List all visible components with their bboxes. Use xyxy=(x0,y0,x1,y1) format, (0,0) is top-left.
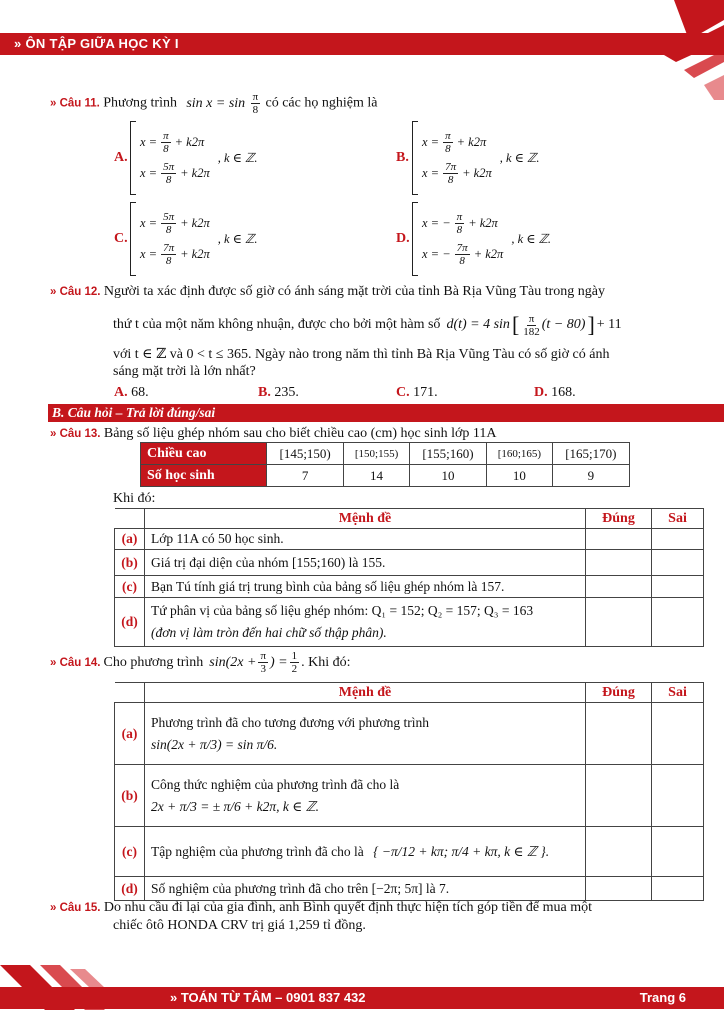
statement-label: (b) xyxy=(115,765,145,827)
true-cell[interactable] xyxy=(586,550,652,576)
q12-option-b[interactable]: B. 235. xyxy=(258,385,299,400)
group-cell: [160;165) xyxy=(487,443,553,465)
true-cell[interactable] xyxy=(586,598,652,647)
footer-contact: » TOÁN TỪ TÂM – 0901 837 432 xyxy=(170,990,366,1005)
true-cell[interactable] xyxy=(586,576,652,598)
q12-option-d[interactable]: D. 168. xyxy=(534,385,576,400)
statement-label: (c) xyxy=(115,827,145,877)
false-cell[interactable] xyxy=(652,576,704,598)
khi-do: Khi đó: xyxy=(113,491,156,506)
q12-option-c[interactable]: C. 171. xyxy=(396,385,438,400)
stem-end: có các họ nghiệm là xyxy=(265,95,378,111)
count-cell: 14 xyxy=(344,465,410,487)
col-header-true: Đúng xyxy=(586,683,652,703)
question-label: » Câu 13. xyxy=(50,428,101,440)
question-12 xyxy=(50,283,605,300)
statement-label: (d) xyxy=(115,877,145,901)
statement-label: (d) xyxy=(115,598,145,647)
question-line-1: Người ta xác định được số giờ có ánh sáng mặt trời của tỉnh Bà Rịa Vũng Tàu trong ngày xyxy=(103,284,605,299)
false-cell[interactable] xyxy=(652,550,704,576)
group-cell: [165;170) xyxy=(552,443,629,465)
true-cell[interactable] xyxy=(586,529,652,550)
count-cell: 10 xyxy=(487,465,553,487)
col-header-statement: Mệnh đề xyxy=(145,509,586,529)
statement-text: Bạn Tú tính giá trị trung bình của bảng số liệu ghép nhóm là 157. xyxy=(145,576,586,598)
row-header-count: Số học sinh xyxy=(141,465,267,487)
statement-label: (a) xyxy=(115,703,145,765)
option-d-label[interactable]: D. xyxy=(396,231,410,246)
question-13 xyxy=(50,425,496,442)
col-header-true: Đúng xyxy=(586,509,652,529)
question-label: » Câu 12. xyxy=(50,286,101,298)
true-cell[interactable] xyxy=(586,703,652,765)
statement-label: (b) xyxy=(115,550,145,576)
statement-text: Số nghiệm của phương trình đã cho trên [−2π; 5π] là 7. xyxy=(145,877,586,901)
section-b-title: B. Câu hỏi – Trả lời đúng/sai xyxy=(52,405,216,420)
false-cell[interactable] xyxy=(652,877,704,901)
question-stem: Cho phương trình xyxy=(103,654,204,670)
statement-a: Phương trình đã cho tương đương với phương trình sin(2x + π/3) = sin π/6. xyxy=(145,703,586,765)
true-cell[interactable] xyxy=(586,877,652,901)
false-cell[interactable] xyxy=(652,827,704,877)
page-header-title: » ÔN TẬP GIỮA HỌC KỲ I xyxy=(14,36,179,51)
group-cell: [150;155) xyxy=(344,443,410,465)
page-number: Trang 6 xyxy=(639,990,686,1005)
option-a-system: x = $\frac{\pi}{8}$ + k2π x = $\frac{5\pi}{8}$ + k2π , k ∈ ℤ. xyxy=(130,121,257,195)
q13-true-false-table xyxy=(114,508,704,647)
true-cell[interactable] xyxy=(586,827,652,877)
count-cell: 7 xyxy=(267,465,344,487)
question-label: » Câu 14. xyxy=(50,656,101,669)
question-12-line-2: thứ t của một năm không nhuận, được cho bởi một hàm số d(t) = 4 sin [ $\frac{\pi}{182}$ (t − 80) ] + 11 xyxy=(113,312,622,338)
formula-fraction: $\frac{\pi}{182}$ xyxy=(523,312,540,338)
q12-option-a[interactable]: A. 68. xyxy=(114,385,149,400)
frequency-table xyxy=(140,442,630,487)
false-cell[interactable] xyxy=(652,529,704,550)
option-b-system: x = $\frac{\pi}{8}$ + k2π x = $\frac{7\pi}{8}$ + k2π , k ∈ ℤ. xyxy=(412,121,539,195)
statement-label: (a) xyxy=(115,529,145,550)
row-header-height: Chiều cao xyxy=(141,443,267,465)
false-cell[interactable] xyxy=(652,598,704,647)
col-header-statement: Mệnh đề xyxy=(145,683,586,703)
group-cell: [145;150) xyxy=(267,443,344,465)
statement-text: Giá trị đại diện của nhóm [155;160) là 155. xyxy=(145,550,586,576)
q14-true-false-table xyxy=(114,682,704,901)
question-14: » Câu 14. Cho phương trình sin(2x + $\frac{\pi}{3}$ ) = $\frac{1}{2}$ . Khi đó: xyxy=(50,650,351,675)
question-15 xyxy=(50,899,592,916)
option-b-label[interactable]: B. xyxy=(396,150,409,165)
false-cell[interactable] xyxy=(652,765,704,827)
option-d-system: x = − $\frac{\pi}{8}$ + k2π x = − $\frac{7\pi}{8}$ + k2π , k ∈ ℤ. xyxy=(412,202,551,276)
question-label: » Câu 15. xyxy=(50,902,101,914)
option-a-label[interactable]: A. xyxy=(114,150,128,165)
question-12-line-3: với t ∈ ℤ và 0 < t ≤ 365. Ngày nào trong năm thì tỉnh Bà Rịa Vũng Tàu có số giờ có ánh xyxy=(113,347,610,362)
count-cell: 10 xyxy=(409,465,486,487)
statement-label: (c) xyxy=(115,576,145,598)
question-11 xyxy=(50,91,377,116)
question-label: » Câu 11. xyxy=(50,97,100,110)
question-12-line-4: sáng mặt trời là lớn nhất? xyxy=(113,364,256,379)
stem-fraction: $\frac{\pi}{8}$ xyxy=(252,91,259,116)
question-stem: Bảng số liệu ghép nhóm sau cho biết chiều cao (cm) học sinh lớp 11A xyxy=(103,426,497,441)
true-cell[interactable] xyxy=(586,765,652,827)
statement-text: Lớp 11A có 50 học sinh. xyxy=(145,529,586,550)
question-stem: Phương trình xyxy=(103,95,177,111)
question-15-line-2: chiếc ôtô HONDA CRV trị giá 1,259 tỉ đồng. xyxy=(113,918,366,933)
statement-c: Tập nghiệm của phương trình đã cho là { −π/12 + kπ; π/4 + kπ, k ∈ ℤ }. xyxy=(145,827,586,877)
statement-d: Tứ phân vị của bảng số liệu ghép nhóm: Q₁ = 152; Q₂ = 157; Q₃ = 163 (đơn vị làm tròn đến hai chữ số thập phân). xyxy=(145,598,586,647)
option-c-label[interactable]: C. xyxy=(114,231,128,246)
stem-math: sin x = sin xyxy=(186,95,246,111)
statement-b: Công thức nghiệm của phương trình đã cho là 2x + π/3 = ± π/6 + k2π, k ∈ ℤ. xyxy=(145,765,586,827)
question-line-1: Do nhu cầu đi lại của gia đình, anh Bình quyết định thực hiện tích góp tiền để mua một xyxy=(103,900,593,915)
count-cell: 9 xyxy=(552,465,629,487)
false-cell[interactable] xyxy=(652,703,704,765)
group-cell: [155;160) xyxy=(409,443,486,465)
col-header-false: Sai xyxy=(652,509,704,529)
option-c-system: x = $\frac{5\pi}{8}$ + k2π x = $\frac{7\pi}{8}$ + k2π , k ∈ ℤ. xyxy=(130,202,257,276)
col-header-false: Sai xyxy=(652,683,704,703)
